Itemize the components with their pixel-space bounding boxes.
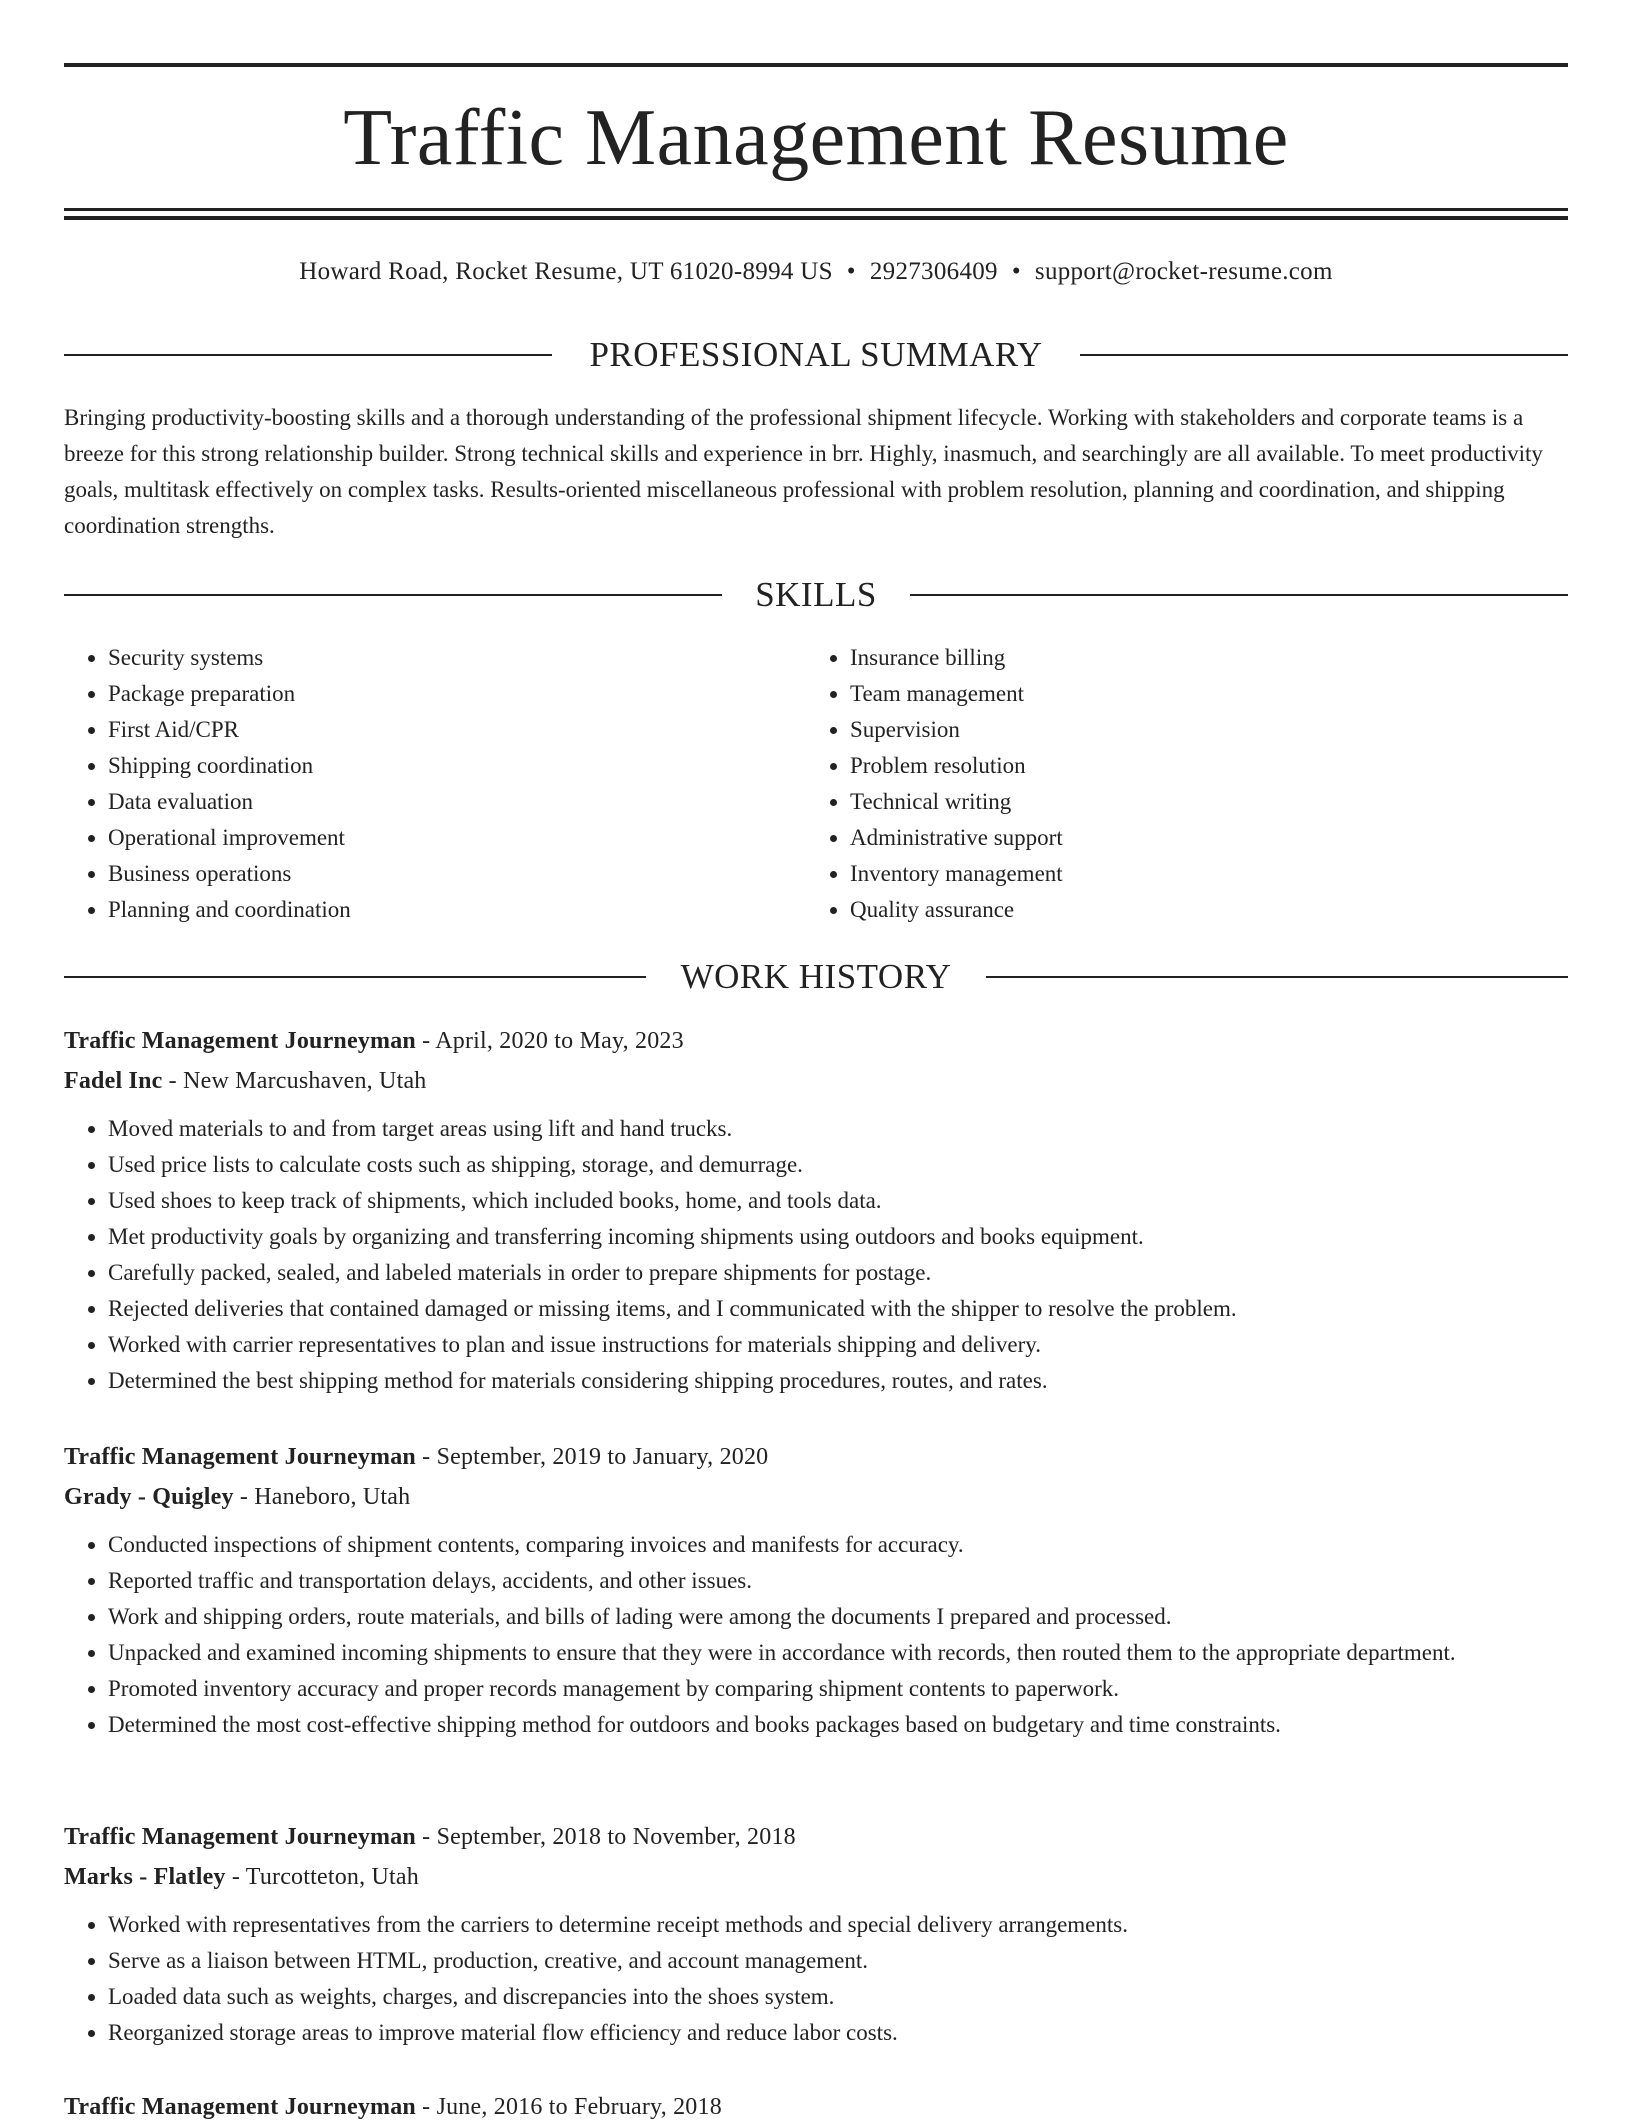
- skill-item: • Problem resolution: [850, 748, 1550, 784]
- job-title-line: Traffic Management Journeyman - September, 2019 to January, 2020: [64, 1444, 769, 1470]
- skill-item: • Package preparation: [108, 676, 808, 712]
- job-duty-item: • Work and shipping orders, route materials, and bills of lading were among the documents I prepared and processed.: [108, 1599, 1568, 1635]
- job-duty-item: • Loaded data such as weights, charges, and discrepancies into the shoes system.: [108, 1979, 1568, 2015]
- job-company-line: Fadel Inc - New Marcushaven, Utah: [64, 1068, 427, 1094]
- job-duty-item: • Reported traffic and transportation delays, accidents, and other issues.: [108, 1563, 1568, 1599]
- job-title: Traffic Management Journeyman: [64, 1824, 416, 1850]
- job-entry: [64, 1021, 1568, 1399]
- job-duty-item: • Determined the most cost-effective shipping method for outdoors and books packages based on budgetary and time constraints.: [108, 1707, 1568, 1743]
- job-duties: [64, 1111, 1568, 1399]
- job-company: Marks - Flatley: [64, 1864, 226, 1890]
- job-duty-item: • Serve as a liaison between HTML, production, creative, and account management.: [108, 1943, 1568, 1979]
- job-dates: June, 2016 to February, 2018: [436, 2094, 722, 2120]
- skill-item: • Data evaluation: [108, 784, 808, 820]
- job-company-line: Grady - Quigley - Haneboro, Utah: [64, 1484, 411, 1510]
- skills-list-right: [806, 640, 1550, 928]
- contact-phone: 2927306409: [869, 258, 998, 285]
- skill-item: • Administrative support: [850, 820, 1550, 856]
- job-title-line: Traffic Management Journeyman - June, 2016 to February, 2018: [64, 2094, 722, 2120]
- job-duty-item: • Used shoes to keep track of shipments, which included books, home, and tools data.: [108, 1183, 1568, 1219]
- job-duty-item: • Worked with representatives from the carriers to determine receipt methods and special delivery arrangements.: [108, 1907, 1568, 1943]
- title-rule-upper: [64, 208, 1568, 211]
- job-dates: September, 2019 to January, 2020: [436, 1444, 769, 1470]
- skills-list-left: [64, 640, 808, 928]
- skill-item: • Security systems: [108, 640, 808, 676]
- skill-item: • Planning and coordination: [108, 892, 808, 928]
- job-location: Turcotteton, Utah: [245, 1864, 419, 1890]
- job-duty-item: • Reorganized storage areas to improve material flow efficiency and reduce labor costs.: [108, 2015, 1568, 2051]
- job-title: Traffic Management Journeyman: [64, 1028, 416, 1054]
- job-duty-item: • Rejected deliveries that contained damaged or missing items, and I communicated with the shipper to resolve the problem.: [108, 1291, 1568, 1327]
- job-company: Grady - Quigley: [64, 1484, 234, 1510]
- job-duty-item: • Determined the best shipping method for materials considering shipping procedures, routes, and rates.: [108, 1363, 1568, 1399]
- job-duty-item: • Met productivity goals by organizing and transferring incoming shipments using outdoors and books equipment.: [108, 1219, 1568, 1255]
- title-rule-lower: [64, 216, 1568, 220]
- job-company-line: Marks - Flatley - Turcotteton, Utah: [64, 1864, 419, 1890]
- job-location: New Marcushaven, Utah: [183, 1068, 427, 1094]
- job-duty-item: • Carefully packed, sealed, and labeled materials in order to prepare shipments for postage.: [108, 1255, 1568, 1291]
- summary-text: Bringing productivity-boosting skills and a thorough understanding of the professional shipment lifecycle. Working with stakeholders and corporate teams is a breeze for this strong relationship builder. Strong technical skills and experience in brr. Highly, inasmuch, and searchingly are all available. To meet productivity goals, multitask effectively on complex tasks. Results-oriented miscellaneous professional with problem resolution, planning and coordination, and shipping coordination strengths.: [64, 405, 1543, 538]
- job-entry: [64, 1817, 1568, 2051]
- skill-item: • Shipping coordination: [108, 748, 808, 784]
- skills-heading: [64, 573, 1568, 617]
- skill-item: • Operational improvement: [108, 820, 808, 856]
- job-title: Traffic Management Journeyman: [64, 1444, 416, 1470]
- contact-separator: •: [846, 258, 856, 285]
- job-duty-item: • Moved materials to and from target areas using lift and hand trucks.: [108, 1111, 1568, 1147]
- contact-line: [64, 255, 1568, 289]
- top-rule: [64, 63, 1568, 67]
- skill-item: • Team management: [850, 676, 1550, 712]
- summary-heading: [64, 333, 1568, 377]
- section-title: WORK HISTORY: [680, 957, 952, 996]
- job-location: Haneboro, Utah: [254, 1484, 411, 1510]
- skill-item: • Insurance billing: [850, 640, 1550, 676]
- job-duty-item: • Conducted inspections of shipment contents, comparing invoices and manifests for accuracy.: [108, 1527, 1568, 1563]
- job-duty-item: • Used price lists to calculate costs such as shipping, storage, and demurrage.: [108, 1147, 1568, 1183]
- job-duties: [64, 1527, 1568, 1743]
- job-duties: [64, 1907, 1568, 2051]
- job-title: Traffic Management Journeyman: [64, 2094, 416, 2120]
- job-title-line: Traffic Management Journeyman - April, 2020 to May, 2023: [64, 1028, 684, 1054]
- skill-item: • Supervision: [850, 712, 1550, 748]
- job-entry: [64, 1437, 1568, 1743]
- section-title: PROFESSIONAL SUMMARY: [589, 335, 1043, 374]
- job-company: Fadel Inc: [64, 1068, 163, 1094]
- skill-item: • Business operations: [108, 856, 808, 892]
- section-title: SKILLS: [755, 575, 877, 614]
- contact-separator: •: [1011, 258, 1021, 285]
- job-duty-item: • Unpacked and examined incoming shipments to ensure that they were in accordance with records, then routed them to the appropriate department.: [108, 1635, 1568, 1671]
- job-title-line: Traffic Management Journeyman - September, 2018 to November, 2018: [64, 1824, 796, 1850]
- job-duty-item: • Promoted inventory accuracy and proper records management by comparing shipment contents to paperwork.: [108, 1671, 1568, 1707]
- contact-email: support@rocket-resume.com: [1034, 258, 1333, 285]
- skill-item: • First Aid/CPR: [108, 712, 808, 748]
- skill-item: • Quality assurance: [850, 892, 1550, 928]
- skill-item: • Inventory management: [850, 856, 1550, 892]
- work-history-heading: [64, 955, 1568, 999]
- job-entry: [64, 2087, 1568, 2127]
- resume-title: Traffic Management Resume: [343, 94, 1289, 182]
- skill-item: • Technical writing: [850, 784, 1550, 820]
- job-dates: September, 2018 to November, 2018: [436, 1824, 796, 1850]
- contact-address: Howard Road, Rocket Resume, UT 61020-8994 US: [299, 258, 833, 285]
- job-dates: April, 2020 to May, 2023: [435, 1028, 684, 1054]
- job-duty-item: • Worked with carrier representatives to plan and issue instructions for materials shipping and delivery.: [108, 1327, 1568, 1363]
